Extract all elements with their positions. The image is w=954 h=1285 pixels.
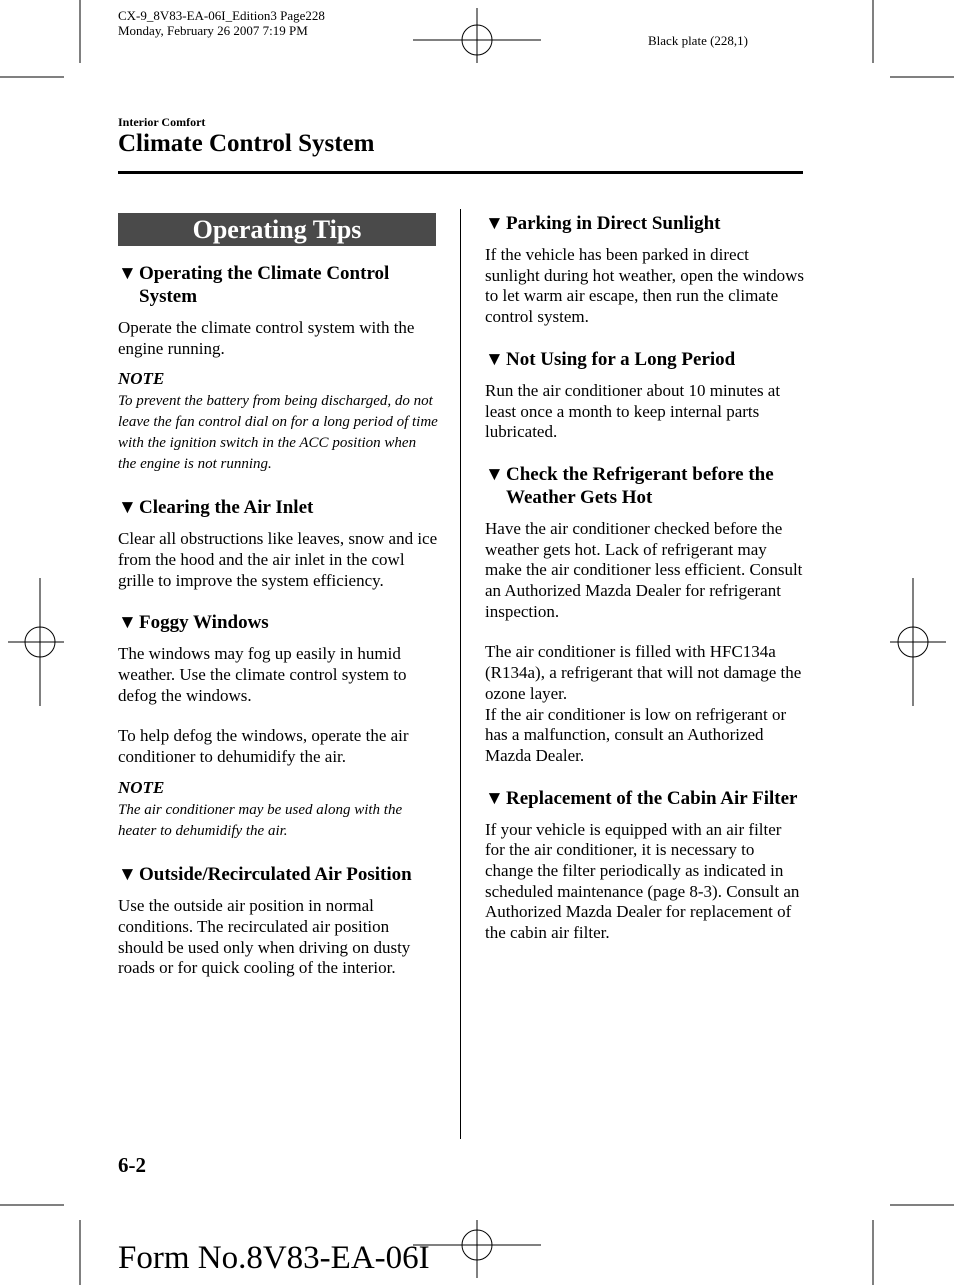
triangle-icon: ▼ [485,213,504,234]
note-label: NOTE [118,369,165,389]
note-text: To prevent the battery from being discharged, do not leave the fan control dial on for a long period of time with the ignition switch in the ACC position when the engine is not running. [118,393,438,472]
topic-paragraph: Have the air conditioner checked before the weather gets hot. Lack of refrigerant may make the air conditioner less efficient. Consult an Authorized Mazda Dealer for refrigerant inspection. [485,518,803,621]
column-divider [460,209,461,1139]
print-header-line1: CX-9_8V83-EA-06I_Edition3 Page228 [118,8,325,23]
topic-paragraph: Use the outside air position in normal conditions. The recirculated air position should be used only when driving on dusty roads or for quick cooling of the interior. [118,896,411,978]
topic-paragraph: To help defog the windows, operate the air conditioner to dehumidify the air. [118,726,409,767]
topic-heading: ▼ Outside/Recirculated Air Position [118,864,412,886]
topic-foggy-windows [118,611,438,841]
topic-paragraph: If the vehicle has been parked in direct sunlight during hot weather, open the windows to let warm air escape, then run the climate control system. [485,245,804,327]
topic-check-refrigerant [485,463,805,767]
right-column [485,212,805,964]
topic-heading: ▼ Parking in Direct Sunlight [485,213,721,234]
topic-operating-climate [118,262,438,474]
page-title: Climate Control System [118,130,375,157]
topic-outside-recirculated [118,863,438,979]
topic-paragraph: The windows may fog up easily in humid weather. Use the climate control system to defog the windows. [118,644,407,705]
topic-paragraph: Operate the climate control system with the engine running. [118,318,415,358]
topic-paragraph: If your vehicle is equipped with an air filter for the air conditioner, it is necessary to change the filter periodically as indicated in scheduled maintenance (page 8-3). Consult an Authorized Mazda Dealer for replacement of the cabin air filter. [485,819,800,943]
topic-heading: ▼ Foggy Windows [118,612,269,634]
page-number: 6-2 [118,1153,146,1177]
triangle-icon: ▼ [485,463,504,485]
form-number: Form No.8V83-EA-06I [118,1240,430,1276]
topic-heading: ▼ Replacement of the Cabin Air Filter [485,787,798,809]
section-label: Interior Comfort [118,115,206,129]
topic-long-period [485,348,805,443]
topic-paragraph: If the air conditioner is low on refrigerant or has a malfunction, consult an Authorized Mazda Dealer. [485,704,787,765]
operating-tips-banner: Operating Tips [118,213,436,246]
triangle-icon: ▼ [118,612,137,634]
topic-heading: ▼ Clearing the Air Inlet [118,497,314,519]
note-label: NOTE [118,777,165,797]
title-rule [118,171,803,174]
plate-label: Black plate (228,1) [648,33,748,48]
note-text: The air conditioner may be used along with the heater to dehumidify the air. [118,801,403,839]
topic-heading: ▼ Operating the Climate Control System [118,263,390,307]
triangle-icon: ▼ [118,497,137,519]
triangle-icon: ▼ [485,787,504,809]
topic-paragraph: Run the air conditioner about 10 minutes at least once a month to keep internal parts lubricated. [485,380,781,442]
topic-cabin-air-filter [485,787,805,944]
left-column [118,262,438,999]
triangle-icon: ▼ [485,348,504,370]
topic-heading: ▼ Check the Refrigerant before the Weather Gets Hot [485,463,774,508]
topic-heading: ▼ Not Using for a Long Period [485,348,736,370]
topic-direct-sunlight [485,212,805,328]
topic-paragraph: The air conditioner is filled with HFC134a (R134a), a refrigerant that will not damage the ozone layer. [485,642,802,703]
print-header [118,8,325,38]
print-header-line2: Monday, February 26 2007 7:19 PM [118,23,308,38]
triangle-icon: ▼ [118,864,137,886]
topic-clearing-air-inlet [118,496,438,591]
topic-paragraph: Clear all obstructions like leaves, snow and ice from the hood and the air inlet in the cowl grille to improve the system efficiency. [118,529,438,590]
triangle-icon: ▼ [118,263,137,284]
